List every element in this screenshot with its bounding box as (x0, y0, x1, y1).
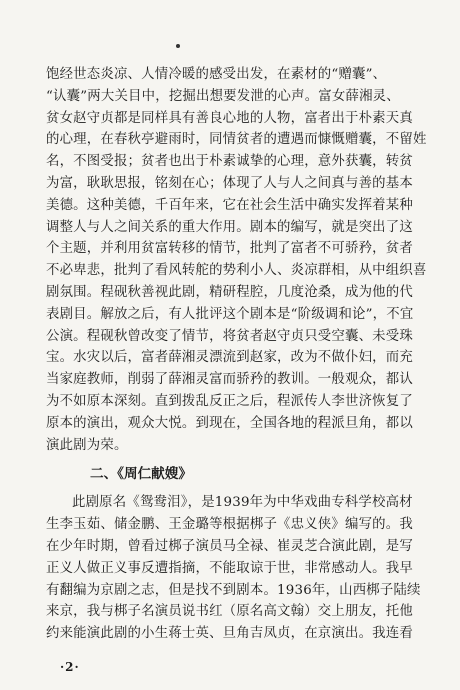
text-line: 剧氛围。程砚秋善视此剧，精研程腔，几度沧桑，成为他的代 (46, 284, 413, 300)
ink-dot (176, 44, 180, 48)
text-line: “认囊”两大关目中，挖掘出想要发泄的心声。富女薛湘灵、 (46, 88, 400, 104)
text-line: 生李玉茹、储金鹏、王金璐等根据梆子《忠义侠》编写的。我 (46, 517, 413, 533)
body-text (46, 64, 436, 645)
text-line: 正义人做正义事反遭指摘，不能取谅于世，非常感动人。我早 (46, 560, 413, 576)
text-line: 调整人与人之间关系的重大作用。剧本的编写，就是突出了这 (46, 219, 413, 235)
text-line: 有翻编为京剧之志，但是找不到剧本。1936年，山西梆子陆续 (46, 582, 421, 598)
text-line: 为富，耿耿思报，铭刻在心；体现了人与人之间真与善的基本 (46, 175, 413, 191)
text-line: 的心理，在春秋亭避雨时，同情贫者的遭遇而慷慨赠囊，不留姓 (46, 132, 427, 148)
text-line: 宝。水灾以后，富者薛湘灵漂流到赵家，改为不做仆妇，而充 (46, 350, 413, 366)
text-line: 来京，我与梆子名演员说书红（原名高文翰）交上朋友，托他 (46, 604, 413, 620)
text-line: 约来能演此剧的小生蒋士英、旦角吉凤贞，在京演出。我连看 (46, 626, 413, 642)
text-line: 原本的演出，观众大悦。到现在，全国各地的程派旦角，都以 (46, 415, 413, 431)
text-line: 公演。程砚秋曾改变了情节，将贫者赵守贞只受空囊、未受珠 (46, 328, 413, 344)
text-line: 为不如原本深刻。直到拨乱反正之后，程派传人李世济恢复了 (46, 393, 413, 409)
text-line: 名，不图受报；贫者也出于朴素诚挚的心理，意外获囊，转贫 (46, 154, 413, 170)
text-line: 表剧目。解放之后，有人批评这个剧本是“阶级调和论”，不宜 (46, 306, 414, 322)
text-line: 当家庭教师，削弱了薛湘灵富而骄矜的教训。一般观众，都认 (46, 372, 413, 388)
text-line: 贫女赵守贞都是同样具有善良心地的人物，富者出于朴素天真 (46, 110, 413, 126)
section-heading: 二、《周仁献嫂》 (90, 466, 192, 483)
text-line: 个主题，并利用贫富转移的情节，批判了富者不可骄矜，贫者 (46, 241, 413, 257)
text-line: 此剧原名《鸳鸯泪》，是1939年为中华戏曲专科学校高材 (72, 495, 413, 511)
text-line: 不必卑悲，批判了看风转舵的势利小人、炎凉群相，从中组织喜 (46, 263, 427, 279)
text-line: 在少年时期，曾看过梆子演员马全禄、崔灵芝合演此剧，是写 (46, 538, 413, 554)
page-number: ·2· (60, 660, 80, 674)
text-line: 饱经世态炎凉、人情冷暖的感受出发，在素材的“赠囊”、 (46, 67, 387, 82)
text-line: 演此剧为荣。 (46, 437, 128, 453)
text-line: 美德。这种美德，千百年来，它在社会生活中确实发挥着某种 (46, 197, 413, 213)
